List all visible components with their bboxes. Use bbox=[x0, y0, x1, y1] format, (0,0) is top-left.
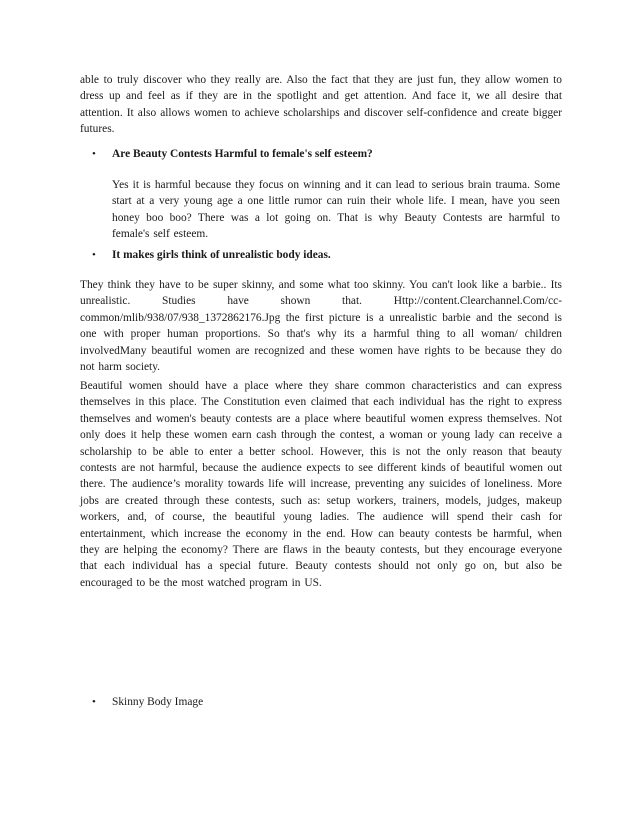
beautiful-women-paragraph: Beautiful women should have a place where they share common characteristics and can express themselves in this place. The Constitution even claimed that each individual has the right to express themselves and women's beauty contests are a place where beautiful women express themselves. Not only does it help these women earn cash through the contest, a woman or young lady can receive a scholarship to be able to enter a better school. However, this is not the only reason that beauty contests are not harmful, because the audience expects to see different kinds of beautiful women out there. The audience’s morality towards life will increase, preventing any suicides of loneliness. More jobs are created through these contests, such as: setup workers, trainers, models, judges, makeup workers, and, of course, the beautiful young ladies. The audience will spend their cash for entertainment, which increase the economy in the end. How can beauty contests be harmful, when they are helping the economy? There are flaws in the beauty contests, but they encourage everyone that each individual has a special future. Beauty contests should not only go on, but also be encouraged to be the most watched program in US. bbox=[80, 380, 562, 589]
skinny-body-image-label: Skinny Body Image bbox=[112, 696, 204, 708]
bullet-icon: • bbox=[92, 696, 96, 708]
heading-unrealistic: It makes girls think of unrealistic body ideas. bbox=[112, 249, 331, 261]
bullet-item-harmful-heading bbox=[92, 146, 562, 162]
bullet-item-unrealistic-heading bbox=[92, 247, 562, 263]
harmful-paragraph: Yes it is harmful because they focus on winning and it can lead to serious brain trauma. Some start at a very young age a one little rumor can ruin their whole life. I mean, have you seen honey boo boo? There was a lot going on. That is why Beauty Contests are harmful to female's self esteem. bbox=[112, 179, 560, 241]
intro-paragraph: able to truly discover who they really are. Also the fact that they are just fun, they allow women to dress up and feel as if they are in the spotlight and get attention. And face it, we all desire that attention. It also allows women to achieve scholarships and discover self-confidence and create bigger futures. bbox=[80, 74, 562, 136]
bullet-item-skinny bbox=[92, 694, 562, 710]
bullet-icon: • bbox=[92, 148, 96, 160]
unrealistic-paragraph: They think they have to be super skinny, and some what too skinny. You can't look like a barbie.. Its unrealistic. Studies have shown that. Http://content.Clearchannel.Com/cc-common/mlib/938/07/938_1372862176.Jpg the first picture is a unrealistic barbie and the second is one with proper human proportions. So that's why its a harmful thing to all woman/ children involvedMany beautiful women are recognized and these women have rights to be because they do not harm society. bbox=[80, 279, 562, 374]
bullet-icon: • bbox=[92, 249, 96, 261]
heading-harmful: Are Beauty Contests Harmful to female's self esteem? bbox=[112, 148, 373, 160]
